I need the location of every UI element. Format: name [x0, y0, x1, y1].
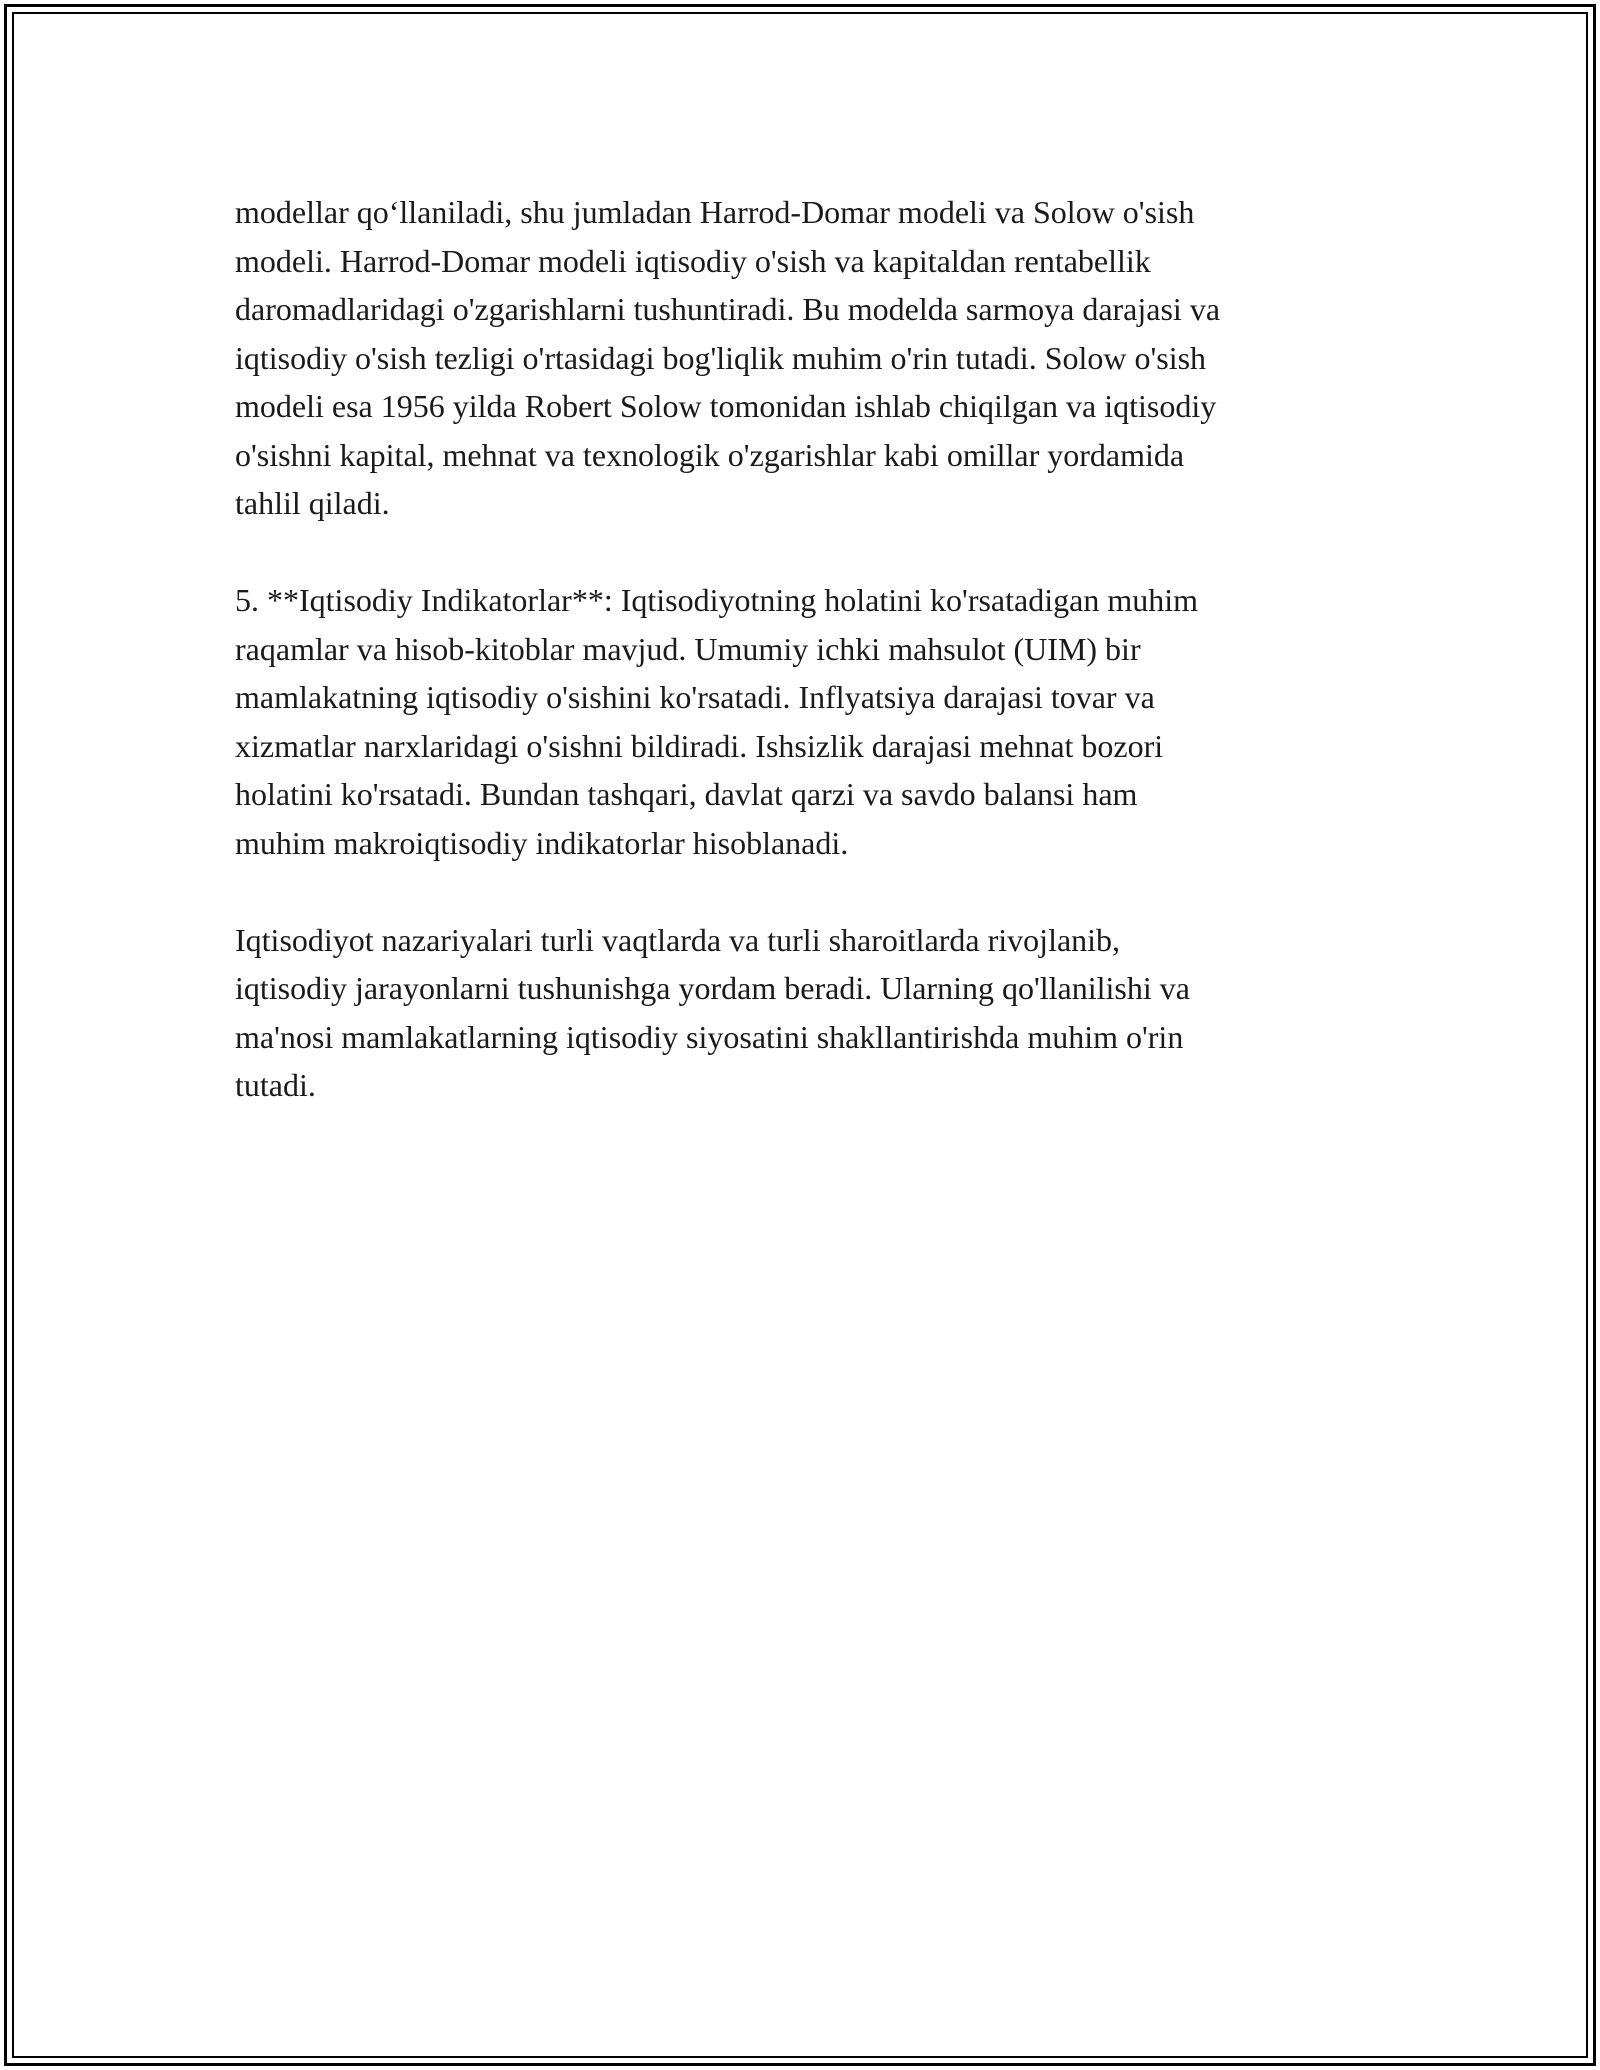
paragraph-conclusion: Iqtisodiyot nazariyalari turli vaqtlarda va turli sharoitlarda rivojlanib, iqtisodiy jarayonlarni tushunishga yordam beradi. Ularning qo'llanilishi va ma'nosi mamlakatlarning iqtisodiy siyosatini shakllantirishda muhim o'rin tutadi.: [235, 921, 1190, 1103]
document-body: [235, 188, 1385, 1158]
paragraph-growth-models: modellar qo‘llaniladi, shu jumladan Harrod-Domar modeli va Solow o'sish modeli. Harrod-Domar modeli iqtisodiy o'sish va kapitaldan rentabellik daromadlaridagi o'zgarishlarni tushuntiradi. Bu modelda sarmoya darajasi va iqtisodiy o'sish tezligi o'rtasidagi bog'liqlik muhim o'rin tutadi. Solow o'sish modeli esa 1956 yilda Robert Solow tomonidan ishlab chiqilgan va iqtisodiy o'sishni kapital, mehnat va texnologik o'zgarishlar kabi omillar yordamida tahlil qiladi.: [235, 194, 1221, 521]
paragraph-economic-indicators: 5. **Iqtisodiy Indikatorlar**: Iqtisodiyotning holatini ko'rsatadigan muhim raqamlar va hisob-kitoblar mavjud. Umumiy ichki mahsulot (UIM) bir mamlakatning iqtisodiy o'sishini ko'rsatadi. Inflyatsiya darajasi tovar va xizmatlar narxlaridagi o'sishni bildiradi. Ishsizlik darajasi mehnat bozori holatini ko'rsatadi. Bundan tashqari, davlat qarzi va savdo balansi ham muhim makroiqtisodiy indikatorlar hisoblanadi.: [235, 582, 1198, 861]
